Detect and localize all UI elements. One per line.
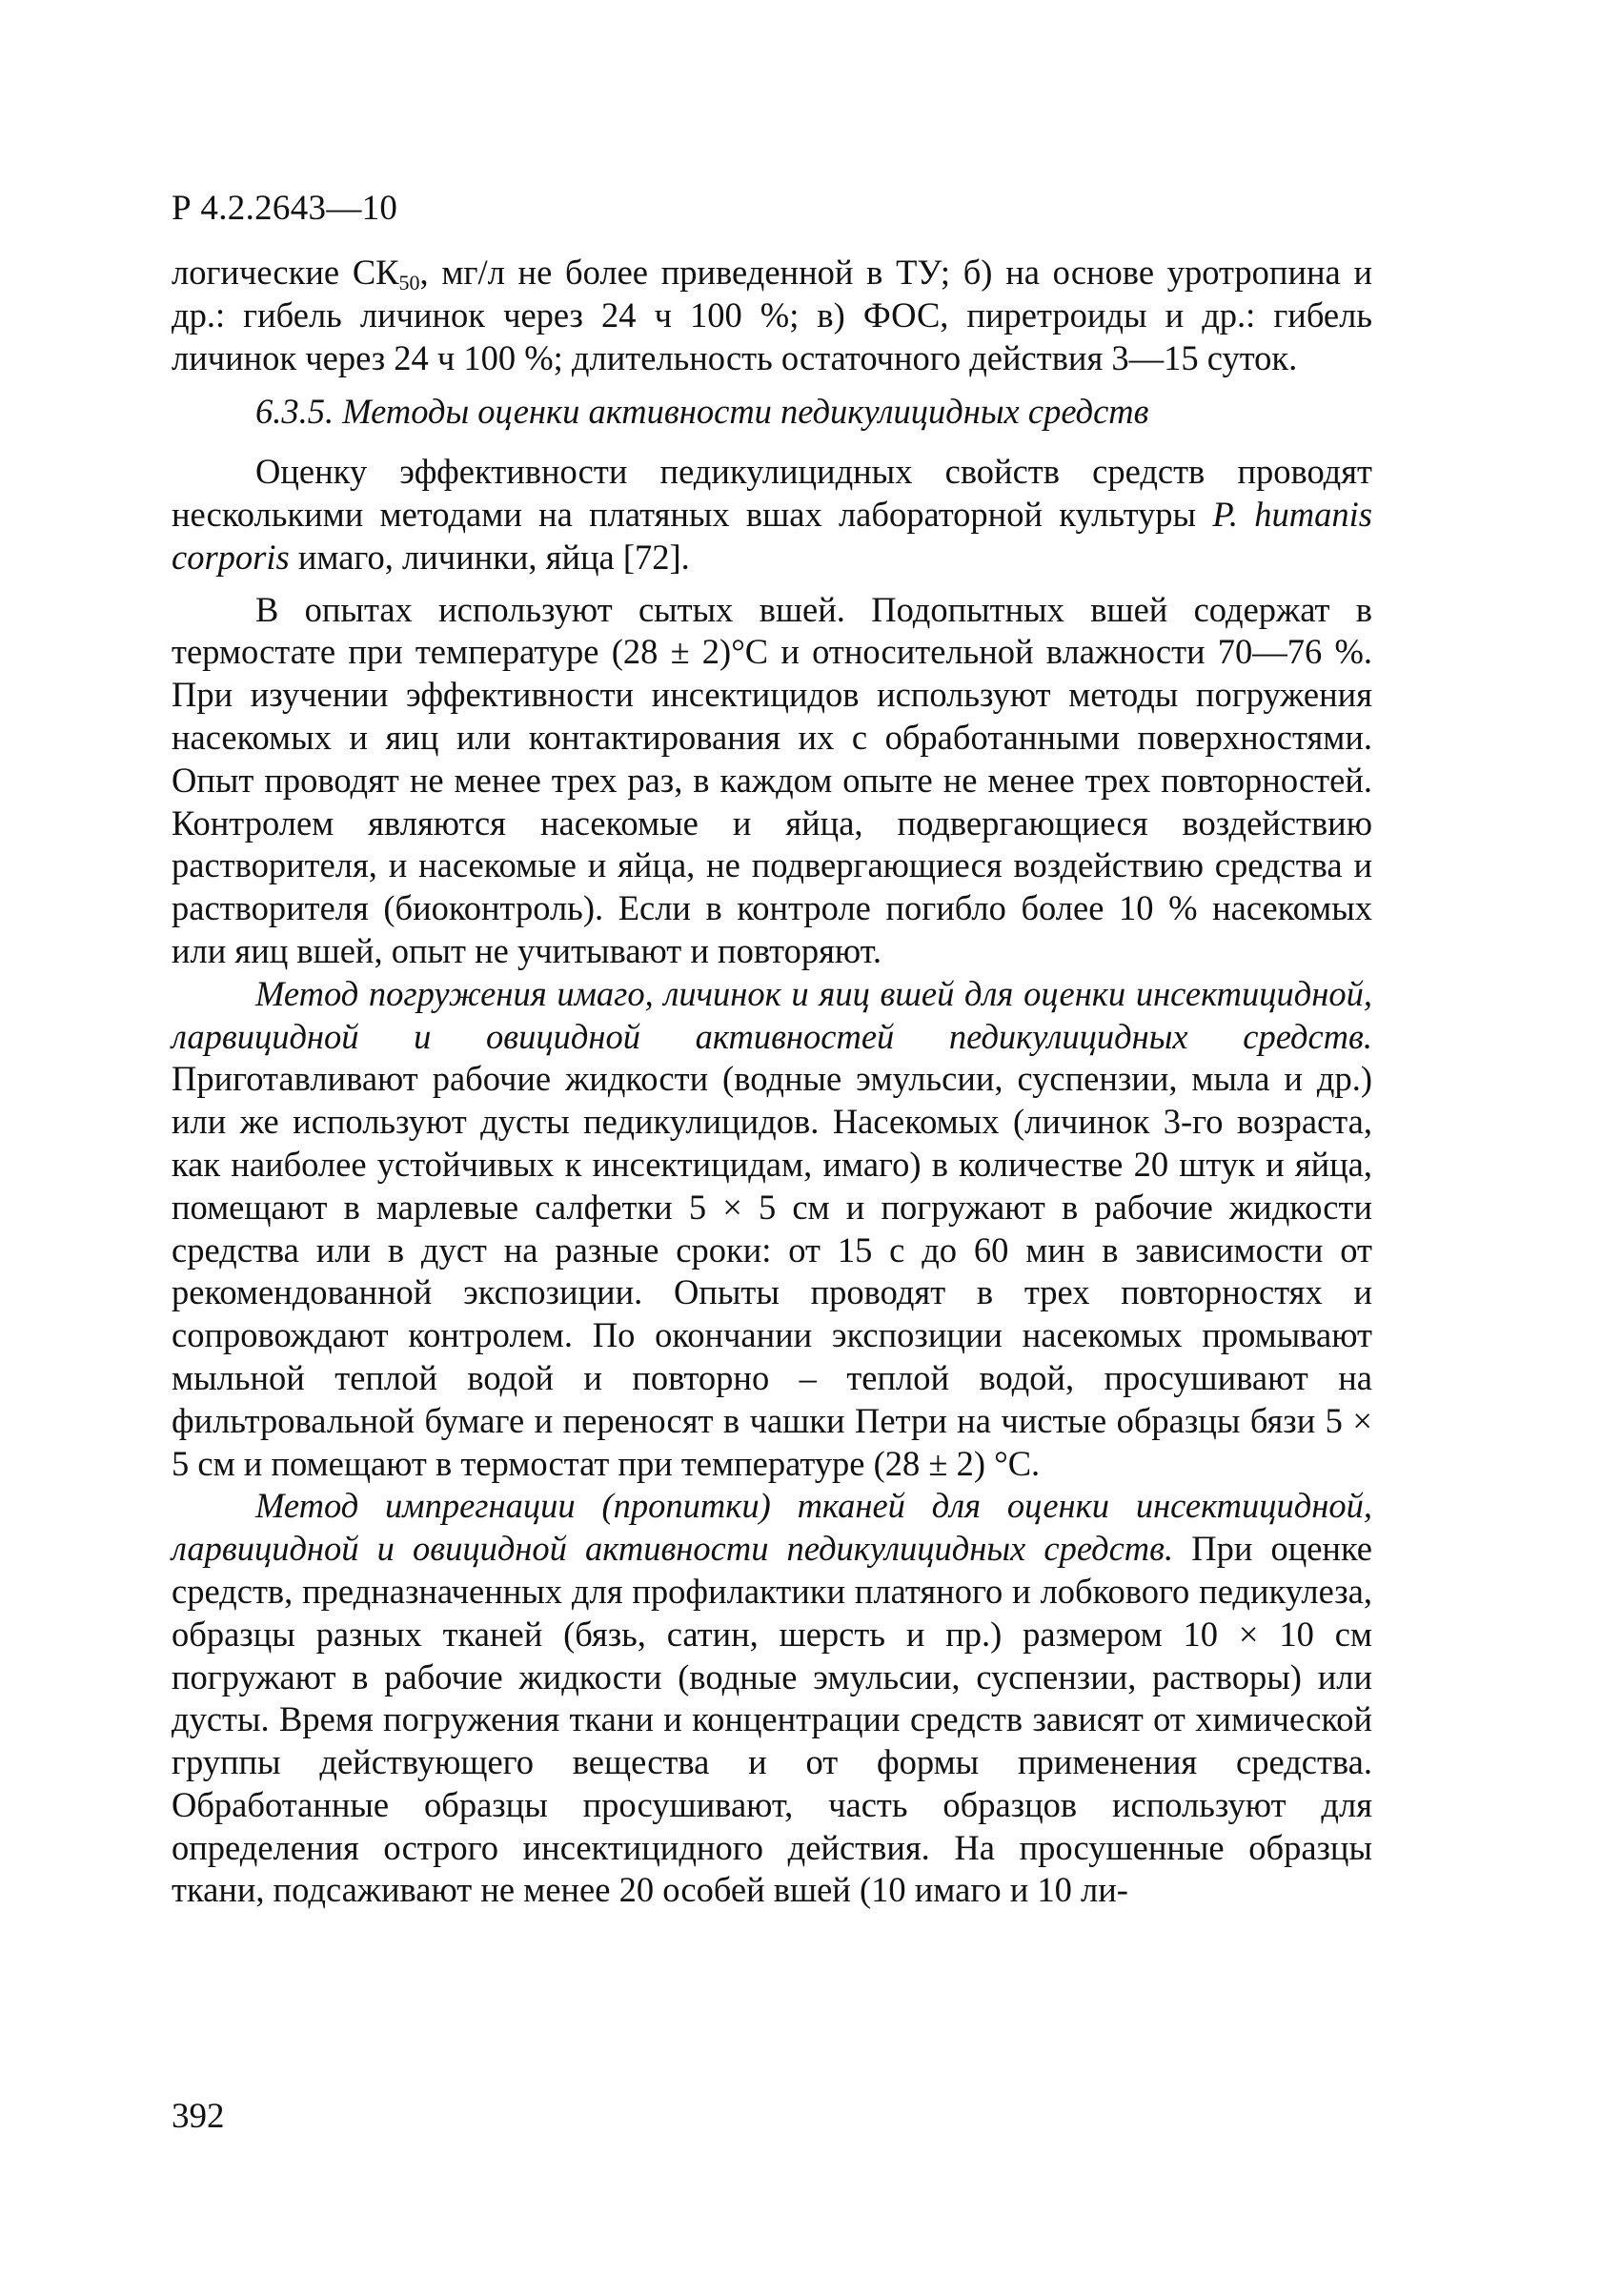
text-fragment: логические СК [172, 253, 399, 292]
subscript: 50 [398, 271, 420, 295]
paragraph-continuation [172, 252, 1372, 379]
section-title: 6.3.5. Методы оценки активности педикулицидных средств [255, 392, 1149, 432]
page-number: 392 [172, 2097, 225, 2136]
document-code-header: Р 4.2.2643—10 [172, 189, 398, 228]
paragraph-impregnation-method [172, 1485, 1372, 1912]
method-heading: Метод погружения имаго, личинок и яиц вшей для оценки инсектицидной, ларвицидной и овицидной активностей педикулицидных средств. [172, 973, 1372, 1056]
text-fragment: Приготавливают рабочие жидкости (водные эмульсии, суспензии, мыла и др.) или же используют дусты педикулицидов. Насекомых (личинок 3-го возраста, как наиболее устойчивых к инсектицидам, имаго) в количестве 20 штук и яйца, помещают в марлевые салфетки 5 × 5 см и погружают в рабочие жидкости средства или в дуст на разные сроки: от 15 с до 60 мин в зависимости от рекомендованной экспозиции. Опыты проводят в трех повторностях и сопровождают контролем. По окончании экспозиции насекомых промывают мыльной теплой водой и повторно – теплой водой, просушивают на фильтровальной бумаге и переносят в чашки Петри на чистые образцы бязи 5 × 5 см и помещают в термостат при температуре (28 ± 2) °С. [172, 1059, 1372, 1483]
text-fragment: Оценку эффективности педикулицидных свойств средств проводят несколькими методами на платяных вшах лабораторной культуры [172, 452, 1372, 534]
text-fragment: , мг/л не более приведенной в ТУ; б) на основе уротропина и др.: гибель личинок через 24 ч 100 %; в) ФОС, пиретроиды и др.: гибель личинок через 24 ч 100 %; длительность остаточного действия 3—15 суток. [172, 253, 1372, 377]
text-fragment: имаго, личинки, яйца [72]. [289, 537, 690, 577]
paragraph-methods-intro [172, 451, 1372, 579]
paragraph-immersion-method [172, 973, 1372, 1486]
text-fragment: При оценке средств, предназначенных для профилактики платяного и лобкового педикулеза, образцы разных тканей (бязь, сатин, шерсть и пр.) размером 10 × 10 см погружают в рабочие жидкости (водные эмульсии, суспензии, растворы) или дусты. Время погружения ткани и концентрации средств зависят от химической группы действующего вещества и от формы применения средства. Обработанные образцы просушивают, часть образцов используют для определения острого инсектицидного действия. На просушенные образцы ткани, подсаживают не менее 20 особей вшей (10 имаго и 10 ли- [172, 1529, 1372, 1910]
body-text [172, 252, 1372, 1912]
paragraph-experiment-conditions: В опытах используют сытых вшей. Подопытных вшей содержат в термостате при температуре (28 ± 2)°С и относительной влажности 70—76 %. При изучении эффективности инсектицидов используют методы погружения насекомых и яиц или контактирования их с обработанными поверхностями. Опыт проводят не менее трех раз, в каждом опыте не менее трех повторностей. Контролем являются насекомые и яйца, подвергающиеся воздействию растворителя, и насекомые и яйца, не подвергающиеся воздействию средства и растворителя (биоконтроль). Если в контроле погибло более 10 % насекомых или яиц вшей, опыт не учитывают и повторяют. [172, 589, 1372, 970]
method-heading: Метод импрегнации (пропитки) тканей для оценки инсектицидной, ларвицидной и овицидной активности педикулицидных средств. [172, 1486, 1372, 1569]
species-name: P. humanis corporis [172, 494, 1372, 577]
